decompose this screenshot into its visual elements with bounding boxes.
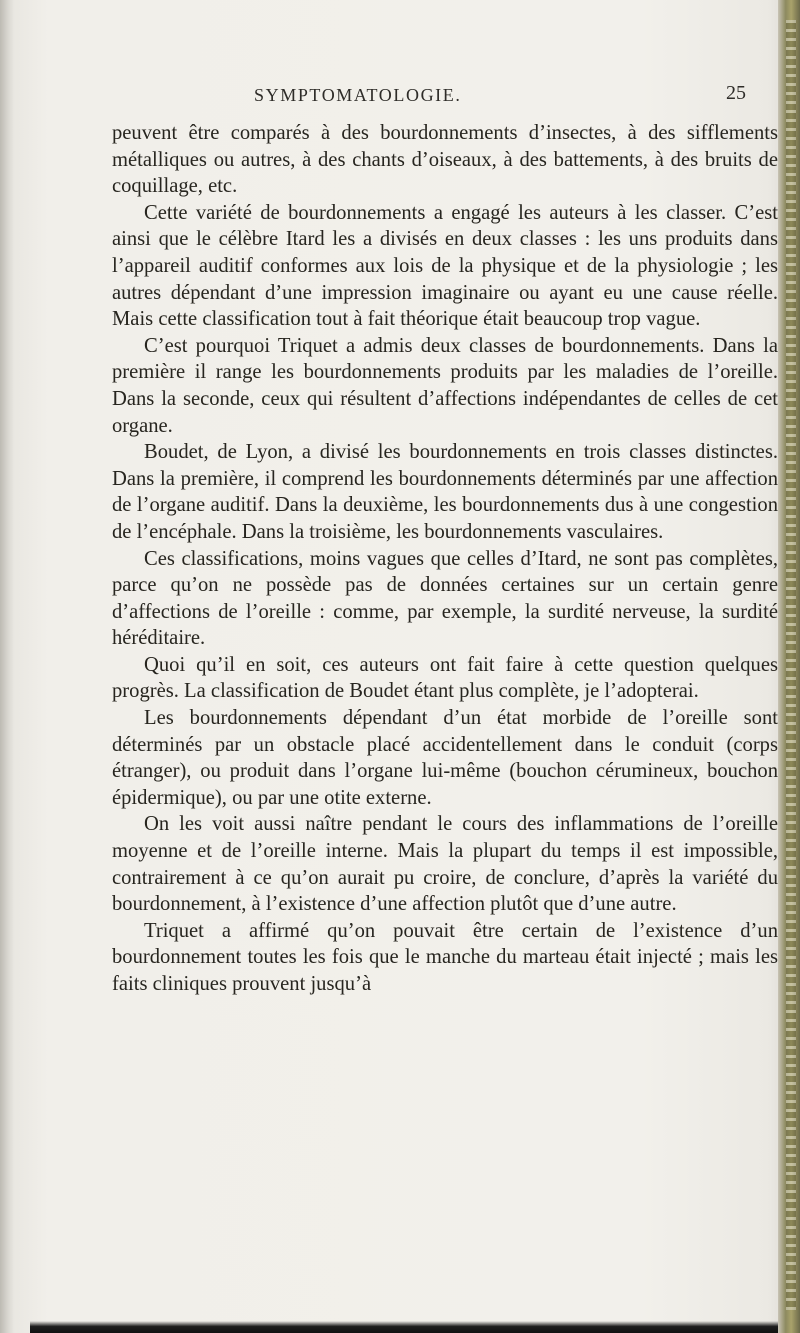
page-edge xyxy=(778,0,800,1333)
paragraph: C’est pourquoi Triquet a admis deux classes de bourdonnements. Dans la première il range les bourdonnements produits par les maladies de l’oreille. Dans la seconde, ceux qui résultent d’affections indépendantes de celles de cet organe. xyxy=(112,334,778,437)
paragraph: Triquet a affirmé qu’on pouvait être certain de l’existence d’un bourdonnement toutes les fois que le manche du marteau était injecté ; mais les faits cliniques prouvent jusqu’à xyxy=(112,919,778,995)
paragraph: Ces classifications, moins vagues que celles d’Itard, ne sont pas complètes, parce qu’on ne possède pas de données certaines sur un certain genre d’affections de l’oreille : comme, par exemple, la surdité nerveuse, la surdité héréditaire. xyxy=(112,547,778,650)
running-head: SYMPTOMATOLOGIE. xyxy=(254,85,462,105)
paragraph: peuvent être comparés à des bourdonnements d’insectes, à des sifflements métalliques ou autres, à des chants d’oiseaux, à des battements, à des bruits de coquillage, etc. xyxy=(112,122,778,198)
page-gutter-shadow xyxy=(0,0,14,1333)
paragraph: Quoi qu’il en soit, ces auteurs ont fait faire à cette question quelques progrès. La classification de Boudet étant plus complète, je l’adopterai. xyxy=(112,653,778,703)
paragraph: On les voit aussi naître pendant le cours des inflammations de l’oreille moyenne et de l’oreille interne. Mais la plupart du temps il est impossible, contrairement à ce qu’on aurait pu croire, de conclure, d’après la variété du bourdonnement, à l’existence d’une affection plutôt que d’une autre. xyxy=(112,813,778,916)
paragraph: Les bourdonnements dépendant d’un état morbide de l’oreille sont déterminés par un obstacle placé accidentellement dans le conduit (corps étranger), ou produit dans l’organe lui-même (bouchon cérumineux, bouchon épidermique), ou par une otite externe. xyxy=(112,707,778,809)
paragraph: Boudet, de Lyon, a divisé les bourdonnements en trois classes distinctes. Dans la première, il comprend les bourdonnements déterminés par une affection de l’organe auditif. Dans la deuxième, les bourdonnements dus à une congestion de l’encéphale. Dans la troisième, les bourdonnements vasculaires. xyxy=(112,441,778,543)
body-text xyxy=(112,120,778,998)
page-bottom-shadow xyxy=(30,1321,778,1333)
paragraph: Cette variété de bourdonnements a engagé les auteurs à les classer. C’est ainsi que le célèbre Itard les a divisés en deux classes : les uns produits dans l’appareil auditif conformes aux lois de la physique et de la physiologie ; les autres dépendant d’une impression imaginaire ou ayant eu une cause réelle. Mais cette classification tout à fait théorique était beaucoup trop vague. xyxy=(112,201,778,331)
page-number: 25 xyxy=(726,82,746,104)
page-edge-texture xyxy=(786,20,796,1310)
